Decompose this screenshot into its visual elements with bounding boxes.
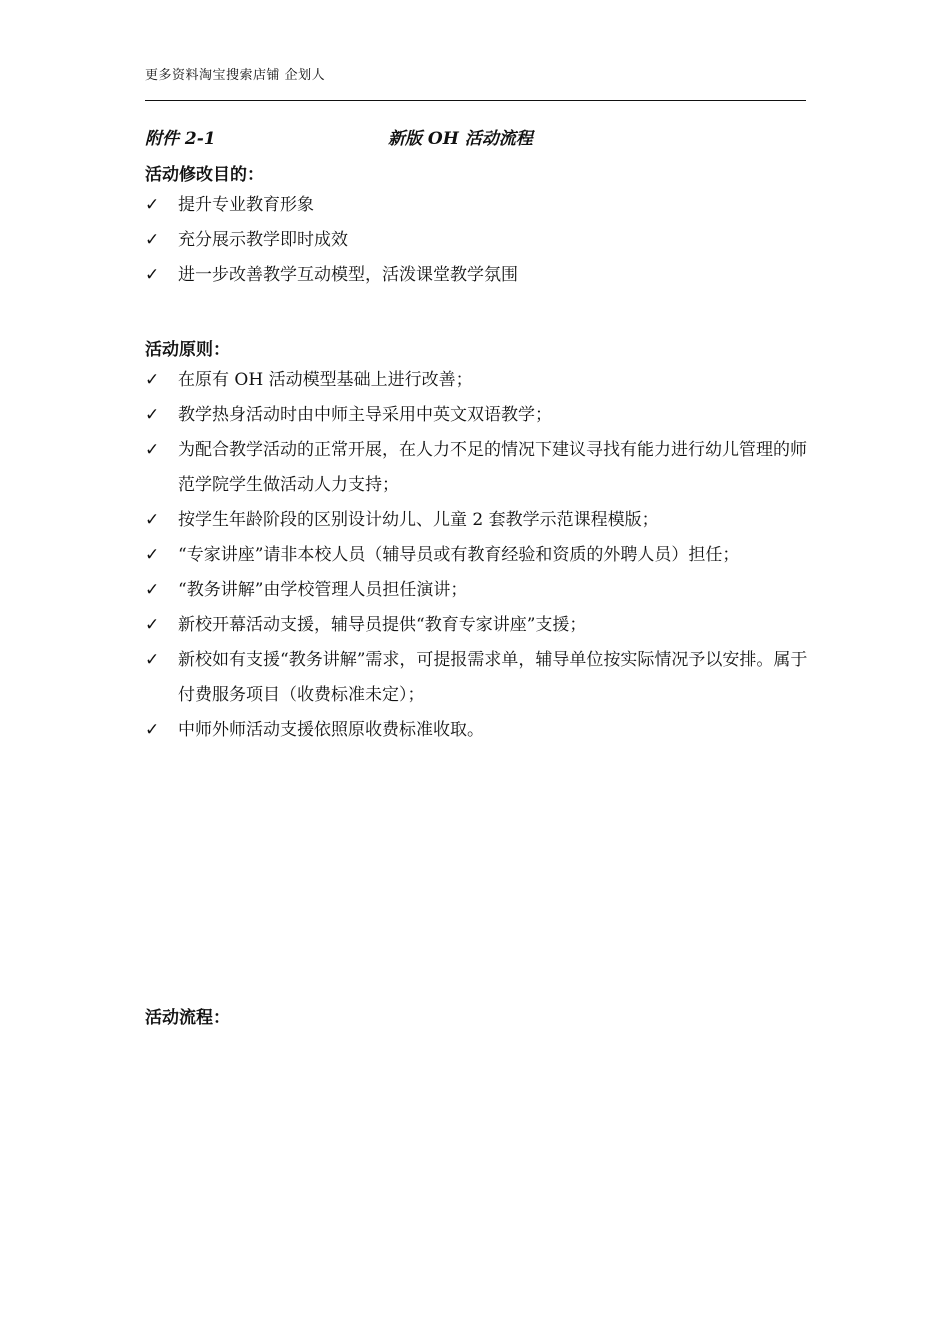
attachment-label: 附件 2-1 [145,129,216,149]
checkmark-icon: ✓ [145,230,160,250]
checkmark-icon: ✓ [145,615,160,635]
list-item: ✓ 在原有 OH 活动模型基础上进行改善； [145,363,810,398]
checkmark-icon: ✓ [145,650,160,670]
list-item: ✓ 新校如有支援“教务讲解”需求，可提报需求单，辅导单位按实际情况予以安排。属于付费服务项目（收费标准未定）； [145,643,810,713]
list-item: ✓ 按学生年龄阶段的区别设计幼儿、儿童 2 套教学示范课程模版； [145,503,810,538]
document-title: 新版 OH 活动流程 [388,129,533,149]
checkmark-icon: ✓ [145,545,160,565]
principles-heading: 活动原则： [145,340,230,360]
checkmark-icon: ✓ [145,440,160,460]
list-item: ✓ 充分展示教学即时成效 [145,223,810,258]
list-item: ✓ 为配合教学活动的正常开展，在人力不足的情况下建议寻找有能力进行幼儿管理的师范学院学生做活动人力支持； [145,433,810,503]
checkmark-icon: ✓ [145,720,160,740]
list-item: ✓ 新校开幕活动支援，辅导员提供“教育专家讲座”支援； [145,608,810,643]
purpose-heading: 活动修改目的： [145,165,264,185]
header-divider [145,100,806,101]
list-item: ✓ 教学热身活动时由中师主导采用中英文双语教学； [145,398,810,433]
list-item: ✓ 进一步改善教学互动模型，活泼课堂教学氛围 [145,258,810,293]
checkmark-icon: ✓ [145,195,160,215]
list-item: ✓ 中师外师活动支援依照原收费标准收取。 [145,713,810,748]
list-item: ✓ “教务讲解”由学校管理人员担任演讲； [145,573,810,608]
checkmark-icon: ✓ [145,370,160,390]
checkmark-icon: ✓ [145,405,160,425]
checkmark-icon: ✓ [145,580,160,600]
principles-list [145,363,810,748]
title-row [145,124,806,150]
list-item: ✓ 提升专业教育形象 [145,188,810,223]
purpose-list [145,188,810,293]
list-item: ✓ “专家讲座”请非本校人员（辅导员或有教育经验和资质的外聘人员）担任； [145,538,810,573]
process-heading: 活动流程： [145,1008,230,1028]
checkmark-icon: ✓ [145,510,160,530]
checkmark-icon: ✓ [145,265,160,285]
page-header: 更多资料淘宝搜索店铺 企划人 [145,68,326,83]
